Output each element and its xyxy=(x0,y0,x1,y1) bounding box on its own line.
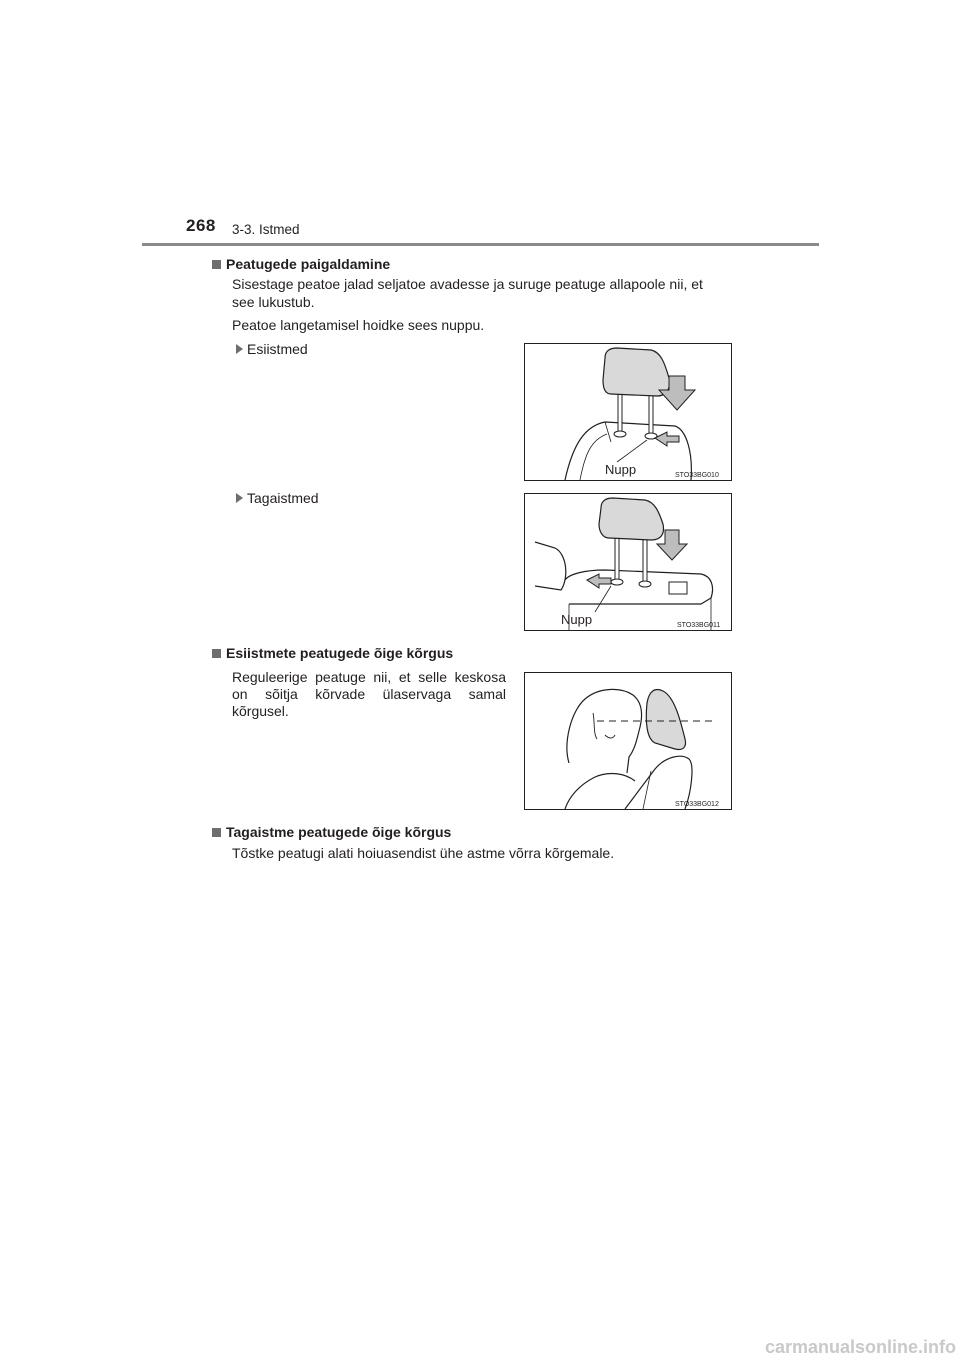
heading-rear-height-text: Tagaistme peatugede õige kõrgus xyxy=(226,824,452,840)
heading-front-height-text: Esiistmete peatugede õige kõrgus xyxy=(226,645,454,661)
sub-rear-seats xyxy=(236,490,319,506)
watermark-logo: carmanualsonline.info xyxy=(764,1337,956,1357)
heading-rear-height xyxy=(212,824,451,840)
install-line1: Sisestage peatoe jalad seljatoe avadesse ja suruge peatuge allapoole nii, et xyxy=(232,276,703,292)
front-height-illustration xyxy=(525,673,731,809)
rear-seats-label: Tagaistmed xyxy=(247,490,319,506)
square-bullet-icon xyxy=(212,828,221,837)
square-bullet-icon xyxy=(212,260,221,269)
header-rule xyxy=(142,243,819,246)
heading-install-text: Peatugede paigaldamine xyxy=(226,256,391,272)
front-seats-label: Esiistmed xyxy=(247,341,308,357)
rear-headrest-illustration xyxy=(525,494,731,630)
fig2-callout: Nupp xyxy=(561,612,593,627)
install-line2: see lukustub. xyxy=(232,294,315,310)
fig1-callout: Nupp xyxy=(605,462,637,477)
fig3-code: STO33BG012 xyxy=(675,801,719,808)
front-height-text: Reguleerige peatuge nii, et selle keskosa on sõitja kõrvade ülaservaga samal kõrgusel. xyxy=(232,669,506,719)
page-number: 268 xyxy=(186,216,216,235)
sub-front-seats xyxy=(236,341,308,357)
install-line3: Peatoe langetamisel hoidke sees nuppu. xyxy=(232,317,485,333)
fig2-code: STO33BG011 xyxy=(677,622,721,629)
square-bullet-icon xyxy=(212,649,221,658)
heading-front-height xyxy=(212,645,453,661)
figure-front-headrest xyxy=(524,343,732,481)
triangle-bullet-icon xyxy=(236,493,243,503)
figure-rear-headrest xyxy=(524,493,732,631)
heading-install xyxy=(212,256,390,272)
triangle-bullet-icon xyxy=(236,344,243,354)
fig1-code: STO33BG010 xyxy=(675,472,719,479)
front-headrest-illustration xyxy=(525,344,731,480)
section-title: 3-3. Istmed xyxy=(232,222,300,237)
rear-height-text: Tõstke peatugi alati hoiuasendist ühe astme võrra kõrgemale. xyxy=(232,845,615,861)
figure-front-height xyxy=(524,672,732,810)
